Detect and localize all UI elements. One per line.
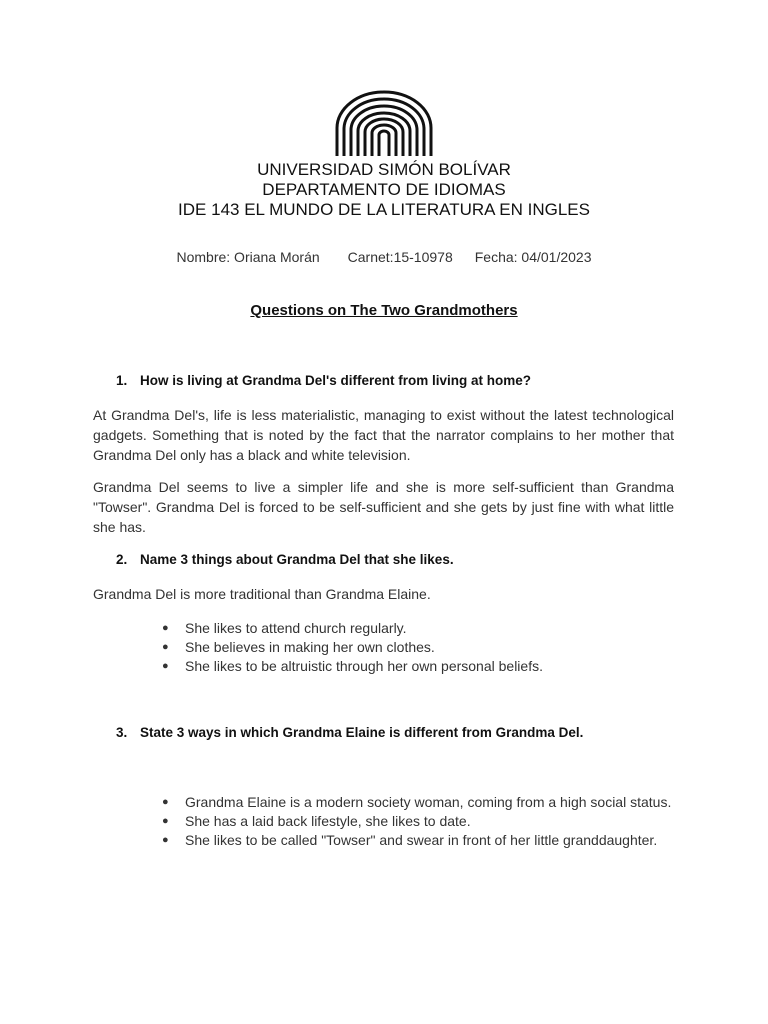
list-item (162, 619, 682, 638)
bullet-icon: ● (162, 660, 169, 672)
student-name: Nombre: Oriana Morán (176, 249, 320, 265)
document-date: Fecha: 04/01/2023 (474, 249, 592, 265)
question-1 (116, 373, 531, 388)
bullet-icon: ● (162, 815, 169, 827)
question-3 (116, 725, 583, 740)
question-number: 2. (116, 552, 128, 567)
list-item-text: She believes in making her own clothes. (185, 639, 435, 655)
bullet-icon: ● (162, 641, 169, 653)
question-number: 1. (116, 373, 128, 388)
student-carnet: Carnet:15-10978 (347, 249, 453, 265)
course-name: IDE 143 EL MUNDO DE LA LITERATURA EN INGLES (178, 200, 590, 219)
list-item (162, 793, 682, 812)
answer-paragraph: At Grandma Del's, life is less materialistic, managing to exist without the latest technological gadgets. Something that is noted by the fact that the narrator complains to her mother that Grandma Del only has a black and white television. (93, 407, 674, 463)
list-item (162, 831, 682, 850)
university-arches-logo (333, 88, 435, 158)
document-header (0, 160, 768, 220)
question-number: 3. (116, 725, 128, 740)
page-title: Questions on The Two Grandmothers (250, 302, 518, 319)
question-text: Name 3 things about Grandma Del that she likes. (140, 552, 454, 567)
answer-paragraph: Grandma Del seems to live a simpler life and she is more self-sufficient than Grandma "Towser". Grandma Del is forced to be self-sufficient and she gets by just fine with what little she has. (93, 479, 674, 535)
list-item-text: Grandma Elaine is a modern society woman, coming from a high social status. (185, 794, 672, 810)
list-item-text: She likes to be called "Towser" and swear in front of her little granddaughter. (185, 832, 658, 848)
question-text: How is living at Grandma Del's different from living at home? (140, 373, 532, 388)
university-name: UNIVERSIDAD SIMÓN BOLÍVAR (257, 160, 511, 179)
list-item (162, 812, 682, 831)
bullet-list (162, 793, 682, 850)
list-item-text: She likes to be altruistic through her own personal beliefs. (185, 658, 543, 674)
student-info (0, 249, 768, 265)
question-text: State 3 ways in which Grandma Elaine is different from Grandma Del. (140, 725, 584, 740)
bullet-icon: ● (162, 622, 169, 634)
answer-paragraph: Grandma Del is more traditional than Grandma Elaine. (93, 586, 431, 602)
bullet-list (162, 619, 682, 676)
bullet-icon: ● (162, 834, 169, 846)
bullet-icon: ● (162, 796, 169, 808)
list-item (162, 657, 682, 676)
list-item-text: She likes to attend church regularly. (185, 620, 407, 636)
department-name: DEPARTAMENTO DE IDIOMAS (262, 180, 506, 199)
question-2 (116, 552, 454, 567)
list-item (162, 638, 682, 657)
list-item-text: She has a laid back lifestyle, she likes to date. (185, 813, 471, 829)
